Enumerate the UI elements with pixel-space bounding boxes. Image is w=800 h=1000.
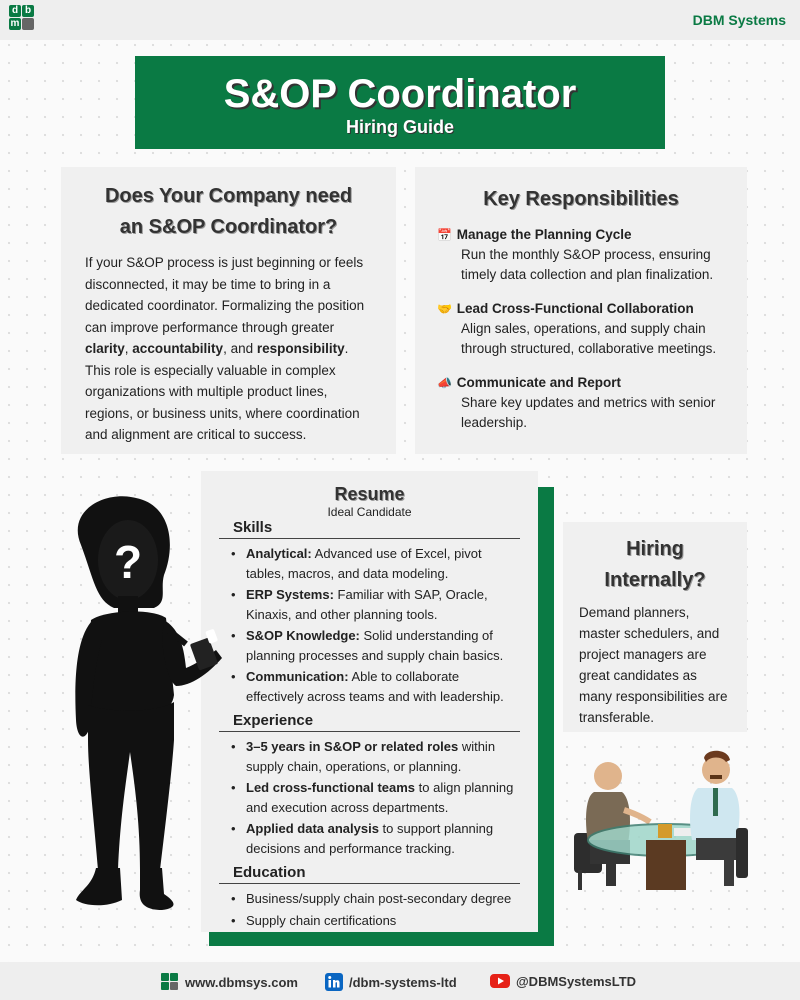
experience-heading: Experience bbox=[219, 712, 520, 732]
need-coordinator-card bbox=[61, 167, 396, 454]
website-text: www.dbmsys.com bbox=[185, 974, 298, 990]
title-banner bbox=[135, 56, 665, 149]
linkedin-icon bbox=[325, 973, 343, 991]
skill-text: Able to collaborate effectively across teams and with leadership. bbox=[246, 669, 504, 704]
skill-label: Communication: bbox=[246, 669, 349, 684]
skill-item bbox=[231, 544, 520, 583]
responsibility-title: Communicate and Report bbox=[456, 375, 622, 390]
skill-item bbox=[231, 585, 520, 624]
need-sep-2: , and bbox=[223, 341, 257, 356]
need-heading-line2: an S&OP Coordinator? bbox=[119, 216, 338, 238]
youtube-text: @DBMSystemsLTD bbox=[516, 973, 637, 989]
experience-label: 3–5 years in S&OP or related roles bbox=[246, 739, 459, 754]
education-heading: Education bbox=[219, 864, 520, 884]
need-text-1: If your S&OP process is just beginning or feels disconnected, it may be time to bring in a dedicated coordinator. Formalizing the position can improve performance through greater bbox=[85, 255, 365, 335]
education-list bbox=[219, 884, 520, 934]
responsibility-description: Align sales, operations, and supply chain through structured, collaborative meetings. bbox=[461, 321, 717, 356]
megaphone-icon: 📣 bbox=[437, 376, 452, 390]
skills-heading: Skills bbox=[219, 519, 520, 539]
skill-text: Advanced use of Excel, pivot tables, macros, and data modeling. bbox=[246, 546, 482, 581]
dbm-logo[interactable] bbox=[9, 5, 35, 33]
logo-gray-square bbox=[22, 18, 34, 30]
hiring-heading bbox=[579, 534, 731, 596]
responsibility-item bbox=[437, 373, 725, 433]
linkedin-link[interactable] bbox=[325, 973, 457, 991]
calendar-icon: 📅 bbox=[437, 228, 452, 242]
handshake-icon: 🤝 bbox=[437, 302, 452, 316]
resume-subtitle: Ideal Candidate bbox=[327, 505, 412, 519]
responsibilities-card bbox=[415, 167, 747, 454]
logo-letter-d: d bbox=[9, 5, 21, 17]
responsibility-title: Manage the Planning Cycle bbox=[456, 227, 632, 242]
experience-text: to align planning and execution across departments. bbox=[246, 780, 514, 815]
hiring-heading-line1: Hiring bbox=[626, 538, 684, 560]
experience-label: Applied data analysis bbox=[246, 821, 379, 836]
logo-letter-m: m bbox=[10, 18, 20, 29]
skills-list bbox=[219, 539, 520, 710]
need-bold-responsibility: responsibility bbox=[256, 341, 345, 356]
candidate-silhouette-illustration bbox=[36, 490, 236, 920]
responsibility-item bbox=[437, 225, 725, 285]
need-heading-line1: Does Your Company need bbox=[104, 185, 353, 207]
experience-item bbox=[231, 819, 520, 858]
footer bbox=[0, 962, 800, 1000]
skill-item bbox=[231, 667, 520, 706]
top-bar bbox=[0, 0, 800, 40]
hiring-internally-card bbox=[563, 522, 747, 732]
page-title: S&OP Coordinator bbox=[223, 72, 577, 116]
page-subtitle: Hiring Guide bbox=[346, 117, 454, 137]
meeting-illustration bbox=[566, 748, 750, 893]
skill-item bbox=[231, 626, 520, 665]
resume-title: Resume bbox=[334, 484, 405, 504]
need-bold-clarity: clarity bbox=[85, 341, 125, 356]
skill-label: ERP Systems: bbox=[246, 587, 334, 602]
responsibility-item bbox=[437, 299, 725, 359]
hiring-heading-line2: Internally? bbox=[604, 569, 706, 591]
logo-letter-b: b bbox=[22, 5, 34, 17]
question-mark: ? bbox=[113, 536, 143, 588]
experience-list bbox=[219, 732, 520, 862]
experience-item bbox=[231, 778, 520, 817]
need-sep-1: , bbox=[124, 341, 133, 356]
responsibility-title: Lead Cross-Functional Collaboration bbox=[456, 301, 694, 316]
linkedin-text: /dbm-systems-ltd bbox=[349, 974, 457, 990]
skill-label: S&OP Knowledge: bbox=[246, 628, 360, 643]
youtube-icon bbox=[490, 973, 510, 989]
resume-card bbox=[201, 471, 538, 932]
hiring-description: Demand planners, master schedulers, and project managers are great candidates as many responsibilities are transferable. bbox=[579, 605, 728, 725]
education-item: • Business/supply chain post-secondary degree bbox=[231, 889, 520, 909]
experience-label: Led cross-functional teams bbox=[246, 780, 416, 795]
skill-text: Familiar with SAP, Oracle, Kinaxis, and other planning tools. bbox=[246, 587, 488, 622]
dbm-logo-icon bbox=[161, 973, 179, 991]
need-heading bbox=[85, 181, 372, 243]
responsibilities-heading: Key Responsibilities bbox=[483, 188, 679, 210]
need-description bbox=[85, 252, 372, 446]
skill-label: Analytical: bbox=[246, 546, 312, 561]
responsibility-description: Run the monthly S&OP process, ensuring timely data collection and plan finalization. bbox=[461, 247, 714, 282]
education-item: • Supply chain certifications bbox=[231, 911, 520, 931]
brand-name[interactable]: DBM Systems bbox=[692, 12, 786, 28]
experience-text: to support planning decisions and performance tracking. bbox=[246, 821, 494, 856]
experience-item bbox=[231, 737, 520, 776]
skill-text: Solid understanding of planning processes and supply chain basics. bbox=[246, 628, 504, 663]
responsibility-description: Share key updates and metrics with senior leadership. bbox=[461, 395, 716, 430]
experience-text: within supply chain, operations, or planning. bbox=[246, 739, 496, 774]
need-bold-accountability: accountability bbox=[132, 341, 224, 356]
youtube-link[interactable] bbox=[490, 973, 636, 989]
need-text-2: . This role is especially valuable in complex organizations with multiple product lines, regions, or business units, where coordination and alignment are critical to success. bbox=[85, 341, 360, 442]
website-link[interactable] bbox=[161, 973, 298, 991]
